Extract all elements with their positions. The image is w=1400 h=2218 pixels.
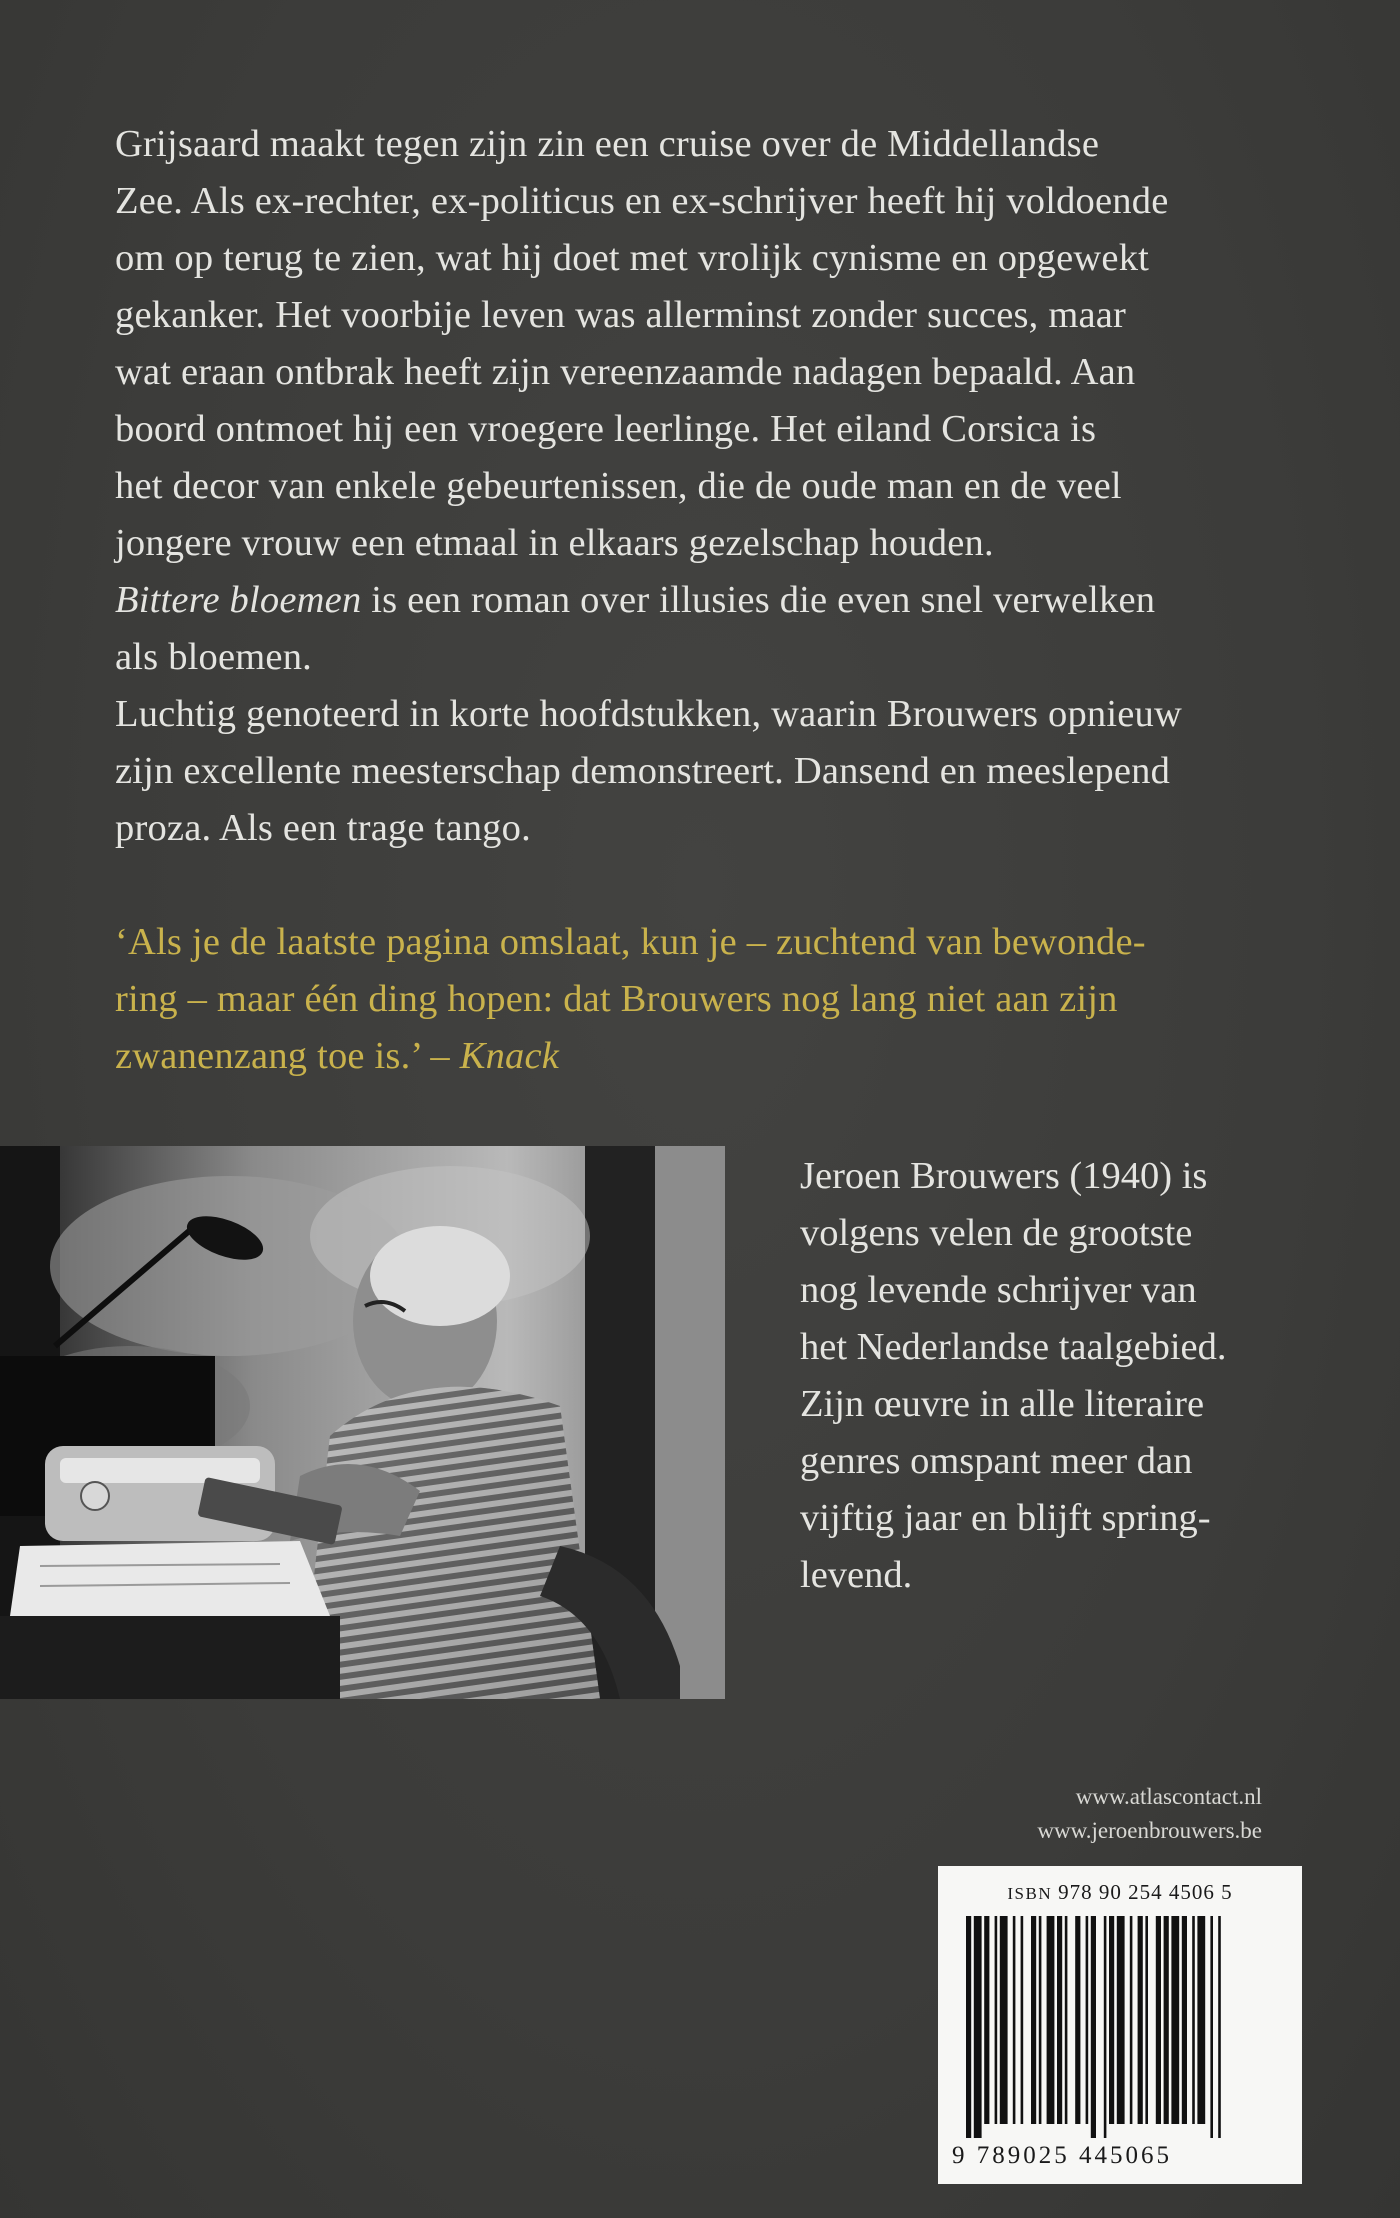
author-url: www.jeroenbrouwers.be (1037, 1818, 1262, 1843)
quote-source: Knack (459, 1035, 560, 1077)
blurb-title-line (115, 572, 1305, 629)
barcode-bar (1021, 1916, 1024, 2124)
barcode-bar (1013, 1916, 1016, 2124)
blurb-line: als bloemen. (115, 636, 312, 678)
author-bio (800, 1148, 1320, 1604)
blurb-line: Zee. Als ex-rechter, ex-politicus en ex-schrijver heeft hij voldoende (115, 180, 1169, 222)
bio-line: volgens velen de grootste (800, 1212, 1193, 1254)
barcode-bar (1156, 1916, 1161, 2124)
review-quote (115, 914, 1305, 1085)
author-photo (0, 1146, 725, 1699)
barcode-bar (1047, 1916, 1055, 2124)
quote-line: ring – maar één ding hopen: dat Brouwers nog lang niet aan zijn (115, 978, 1118, 1020)
barcode-bar (1182, 1916, 1187, 2124)
barcode-digits: 9 789025 445065 (952, 2142, 1172, 2169)
barcode-bar (966, 1916, 971, 2138)
blurb-line: om op terug te zien, wat hij doet met vrolijk cynisme en opgewekt (115, 237, 1150, 279)
isbn-number (938, 1880, 1302, 1905)
quote-last-line (115, 1028, 1305, 1085)
blurb-line: wat eraan ontbrak heeft zijn vereenzaamde nadagen bepaald. Aan (115, 351, 1136, 393)
barcode-bar (1104, 1916, 1107, 2138)
barcode-bars (966, 1916, 1266, 2138)
barcode-bar (1164, 1916, 1169, 2124)
bio-line: vijftig jaar en blijft spring- (800, 1497, 1211, 1539)
quote-line-text: zwanenzang toe is.’ – (115, 1035, 460, 1077)
blurb-line: zijn excellente meesterschap demonstreert. Dansend en meeslepend (115, 750, 1171, 792)
barcode-bar (1197, 1916, 1205, 2124)
bio-line: het Nederlandse taalgebied. (800, 1326, 1227, 1368)
publisher-urls (1037, 1780, 1262, 1848)
barcode-bar (1057, 1916, 1062, 2124)
blurb-line: Luchtig genoteerd in korte hoofdstukken, waarin Brouwers opnieuw (115, 693, 1183, 735)
barcode-bar (1117, 1916, 1125, 2124)
bio-line: Jeroen Brouwers (1940) is (800, 1155, 1208, 1197)
isbn-label: ISBN (1007, 1884, 1053, 1903)
bio-line: Zijn œuvre in alle literaire (800, 1383, 1205, 1425)
barcode-bar (1031, 1916, 1036, 2124)
barcode-bar (1065, 1916, 1068, 2124)
blurb-line: Grijsaard maakt tegen zijn zin een cruise over de Middellandse (115, 123, 1100, 165)
blurb-line: jongere vrouw een etmaal in elkaars gezelschap houden. (115, 522, 994, 564)
blurb-line: gekanker. Het voorbije leven was allerminst zonder succes, maar (115, 294, 1127, 336)
barcode-bar (1039, 1916, 1042, 2124)
barcode-bar (1145, 1916, 1148, 2124)
barcode-bar (1138, 1916, 1143, 2124)
barcode-bar (995, 1916, 998, 2124)
barcode-bar (1091, 1916, 1096, 2138)
bio-line: genres omspant meer dan (800, 1440, 1193, 1482)
publisher-url: www.atlascontact.nl (1075, 1784, 1262, 1809)
blurb-title-rest: is een roman over illusies die even snel verwelken (361, 579, 1156, 621)
blurb-line: boord ontmoet hij een vroegere leerlinge. Het eiland Corsica is (115, 408, 1097, 450)
barcode-bar (1000, 1916, 1008, 2124)
barcode-bar (1075, 1916, 1080, 2124)
quote-line: ‘Als je de laatste pagina omslaat, kun je – zuchtend van bewonde- (115, 921, 1146, 963)
barcode-bar (1218, 1916, 1221, 2138)
blurb-line: het decor van enkele gebeurtenissen, die de oude man en de veel (115, 465, 1122, 507)
book-blurb (115, 116, 1305, 857)
barcode-bar (984, 1916, 989, 2124)
book-title: Bittere bloemen (115, 579, 362, 621)
barcode-bar (1192, 1916, 1195, 2124)
bio-line: levend. (800, 1554, 913, 1596)
blurb-line: proza. Als een trage tango. (115, 807, 531, 849)
barcode-bar (1210, 1916, 1213, 2138)
isbn-barcode (938, 1866, 1302, 2184)
isbn-value: 978 90 254 4506 5 (1058, 1880, 1233, 1904)
barcode-bar (1086, 1916, 1089, 2124)
barcode-bar (1171, 1916, 1179, 2124)
bio-line: nog levende schrijver van (800, 1269, 1197, 1311)
barcode-bar (1130, 1916, 1133, 2124)
barcode-bar (1109, 1916, 1114, 2124)
barcode-bar (974, 1916, 982, 2138)
